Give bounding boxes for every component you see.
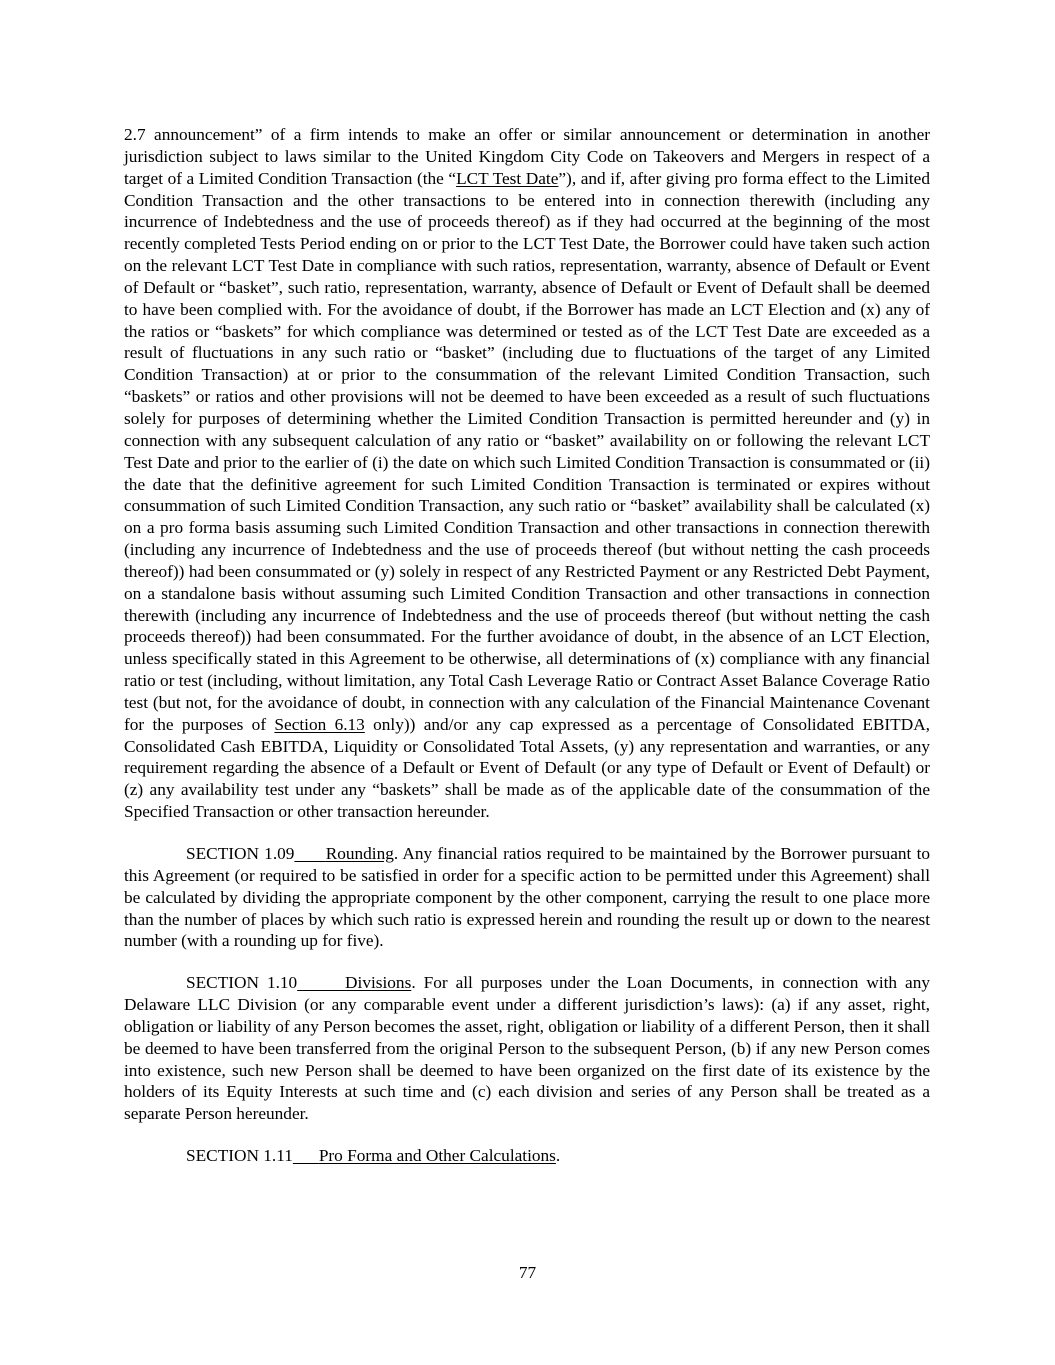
section-text: . Any financial ratios required to be maintained by the Borrower pursuant to this Agreement (or required to be satisfied in order for a specific action to be permitted under this Agreement) shall be calculated by dividing the appropriate component by the other component, carrying the result to one place more than the number of places by which such ratio is expressed herein and rounding the result up or down to the nearest number (with a rounding up for five). xyxy=(124,844,931,951)
section-text: . For all purposes under the Loan Documents, in connection with any Delaware LLC Division (or any comparable event under a different jurisdiction’s laws): (a) if any asset, right, obligation or liability of any Person becomes the asset, right, obligation or liability of a different Person, then it shall be deemed to have been transferred from the original Person to the subsequent Person, (b) if any new Person comes into existence, such new Person shall be deemed to have been organized on the first date of its existence by the holders of its Equity Interests at such time and (c) each division and series of any Person shall be treated as a separate Person hereunder. xyxy=(124,973,931,1124)
section-title-pro-forma: Pro Forma and Other Calculations xyxy=(318,1146,556,1166)
section-1-10-paragraph xyxy=(124,972,930,1125)
section-reference-6-13: Section 6.13 xyxy=(274,714,365,734)
document-page xyxy=(124,124,930,1187)
paragraph-text: 2.7 announcement” of a firm intends to make an offer or similar announcement or determination in another jurisdiction subject to laws similar to the United Kingdom City Code on Takeovers and Mergers in respect of a target of a Limited Condition Transaction (the “ xyxy=(124,125,930,188)
section-1-09-paragraph xyxy=(124,843,930,952)
section-tab-underline xyxy=(293,1146,319,1165)
section-1-11-paragraph xyxy=(124,1145,930,1167)
section-number: SECTION 1.09 xyxy=(186,844,295,863)
section-title-rounding: Rounding xyxy=(325,844,394,863)
section-number: SECTION 1.11 xyxy=(186,1146,293,1166)
section-title-divisions: Divisions xyxy=(345,973,412,993)
section-text: . xyxy=(555,1146,561,1166)
paragraph-text: only)) and/or any cap expressed as a percentage of Consolidated EBITDA, Consolidated Cash EBITDA, Liquidity or Consolidated Total Assets, (y) any representation and warranties, or any requirement regarding the absence of a Default or Event of Default (or any type of Default or Event of Default) or (z) any availability test under any “baskets” shall be made as of the applicable date of the consummation of the Specified Transaction or other transaction hereunder. xyxy=(124,714,930,822)
paragraph-lct-continuation xyxy=(124,124,930,823)
section-tab-underline xyxy=(294,844,325,863)
section-tab-underline xyxy=(297,973,345,992)
section-number: SECTION 1.10 xyxy=(186,973,298,993)
paragraph-text: ”), and if, after giving pro forma effect to the Limited Condition Transaction and the other transactions to be entered into in connection therewith (including any incurrence of Indebtedness and the use of proceeds thereof) as if they had occurred at the beginning of the most recently completed Tests Period ending on or prior to the LCT Test Date, the Borrower could have taken such action on the relevant LCT Test Date in compliance with such ratios, representation, warranty, absence of Default or Event of Default or “basket”, such ratio, representation, warranty, absence of Default or Event of Default shall be deemed to have been complied with. For the avoidance of doubt, if the Borrower has made an LCT Election and (x) any of the ratios or “baskets” for which compliance was determined or tested as of the LCT Test Date are exceeded as a result of fluctuations in any such ratio or “basket” (including due to fluctuations of the target of any Limited Condition Transaction) at or prior to the consummation of the relevant Limited Condition Transaction, such “baskets” or ratios and other provisions will not be deemed to have been exceeded as a result of such fluctuations solely for purposes of determining whether the Limited Condition Transaction is permitted hereunder and (y) in connection with any subsequent calculation of any ratio or “basket” availability on or following the relevant LCT Test Date and prior to the earlier of (i) the date on which such Limited Condition Transaction is consummated or (ii) the date that the definitive agreement for such Limited Condition Transaction is terminated or expires without consummation of such Limited Condition Transaction, any such ratio or “basket” availability shall be calculated (x) on a pro forma basis assuming such Limited Condition Transaction and other transactions in connection therewith (including any incurrence of Indebtedness and the use of proceeds thereof (but without netting the cash proceeds thereof)) had been consummated or (y) solely in respect of any Restricted Payment or any Restricted Debt Payment, on a standalone basis without assuming such Limited Condition Transaction and other transactions in connection therewith (including any incurrence of Indebtedness and the use of proceeds thereof (but without netting the cash proceeds thereof)) had been consummated. For the further avoidance of doubt, in the absence of an LCT Election, unless specifically stated in this Agreement to be otherwise, all determinations of (x) compliance with any financial ratio or test (including, without limitation, any Total Cash Leverage Ratio or Contract Asset Balance Coverage Ratio test (but not, for the avoidance of doubt, in connection with any calculation of the Financial Maintenance Covenant for the purposes of xyxy=(124,168,930,734)
defined-term-lct-test-date: LCT Test Date xyxy=(456,168,559,188)
page-number: 77 xyxy=(518,1263,537,1282)
